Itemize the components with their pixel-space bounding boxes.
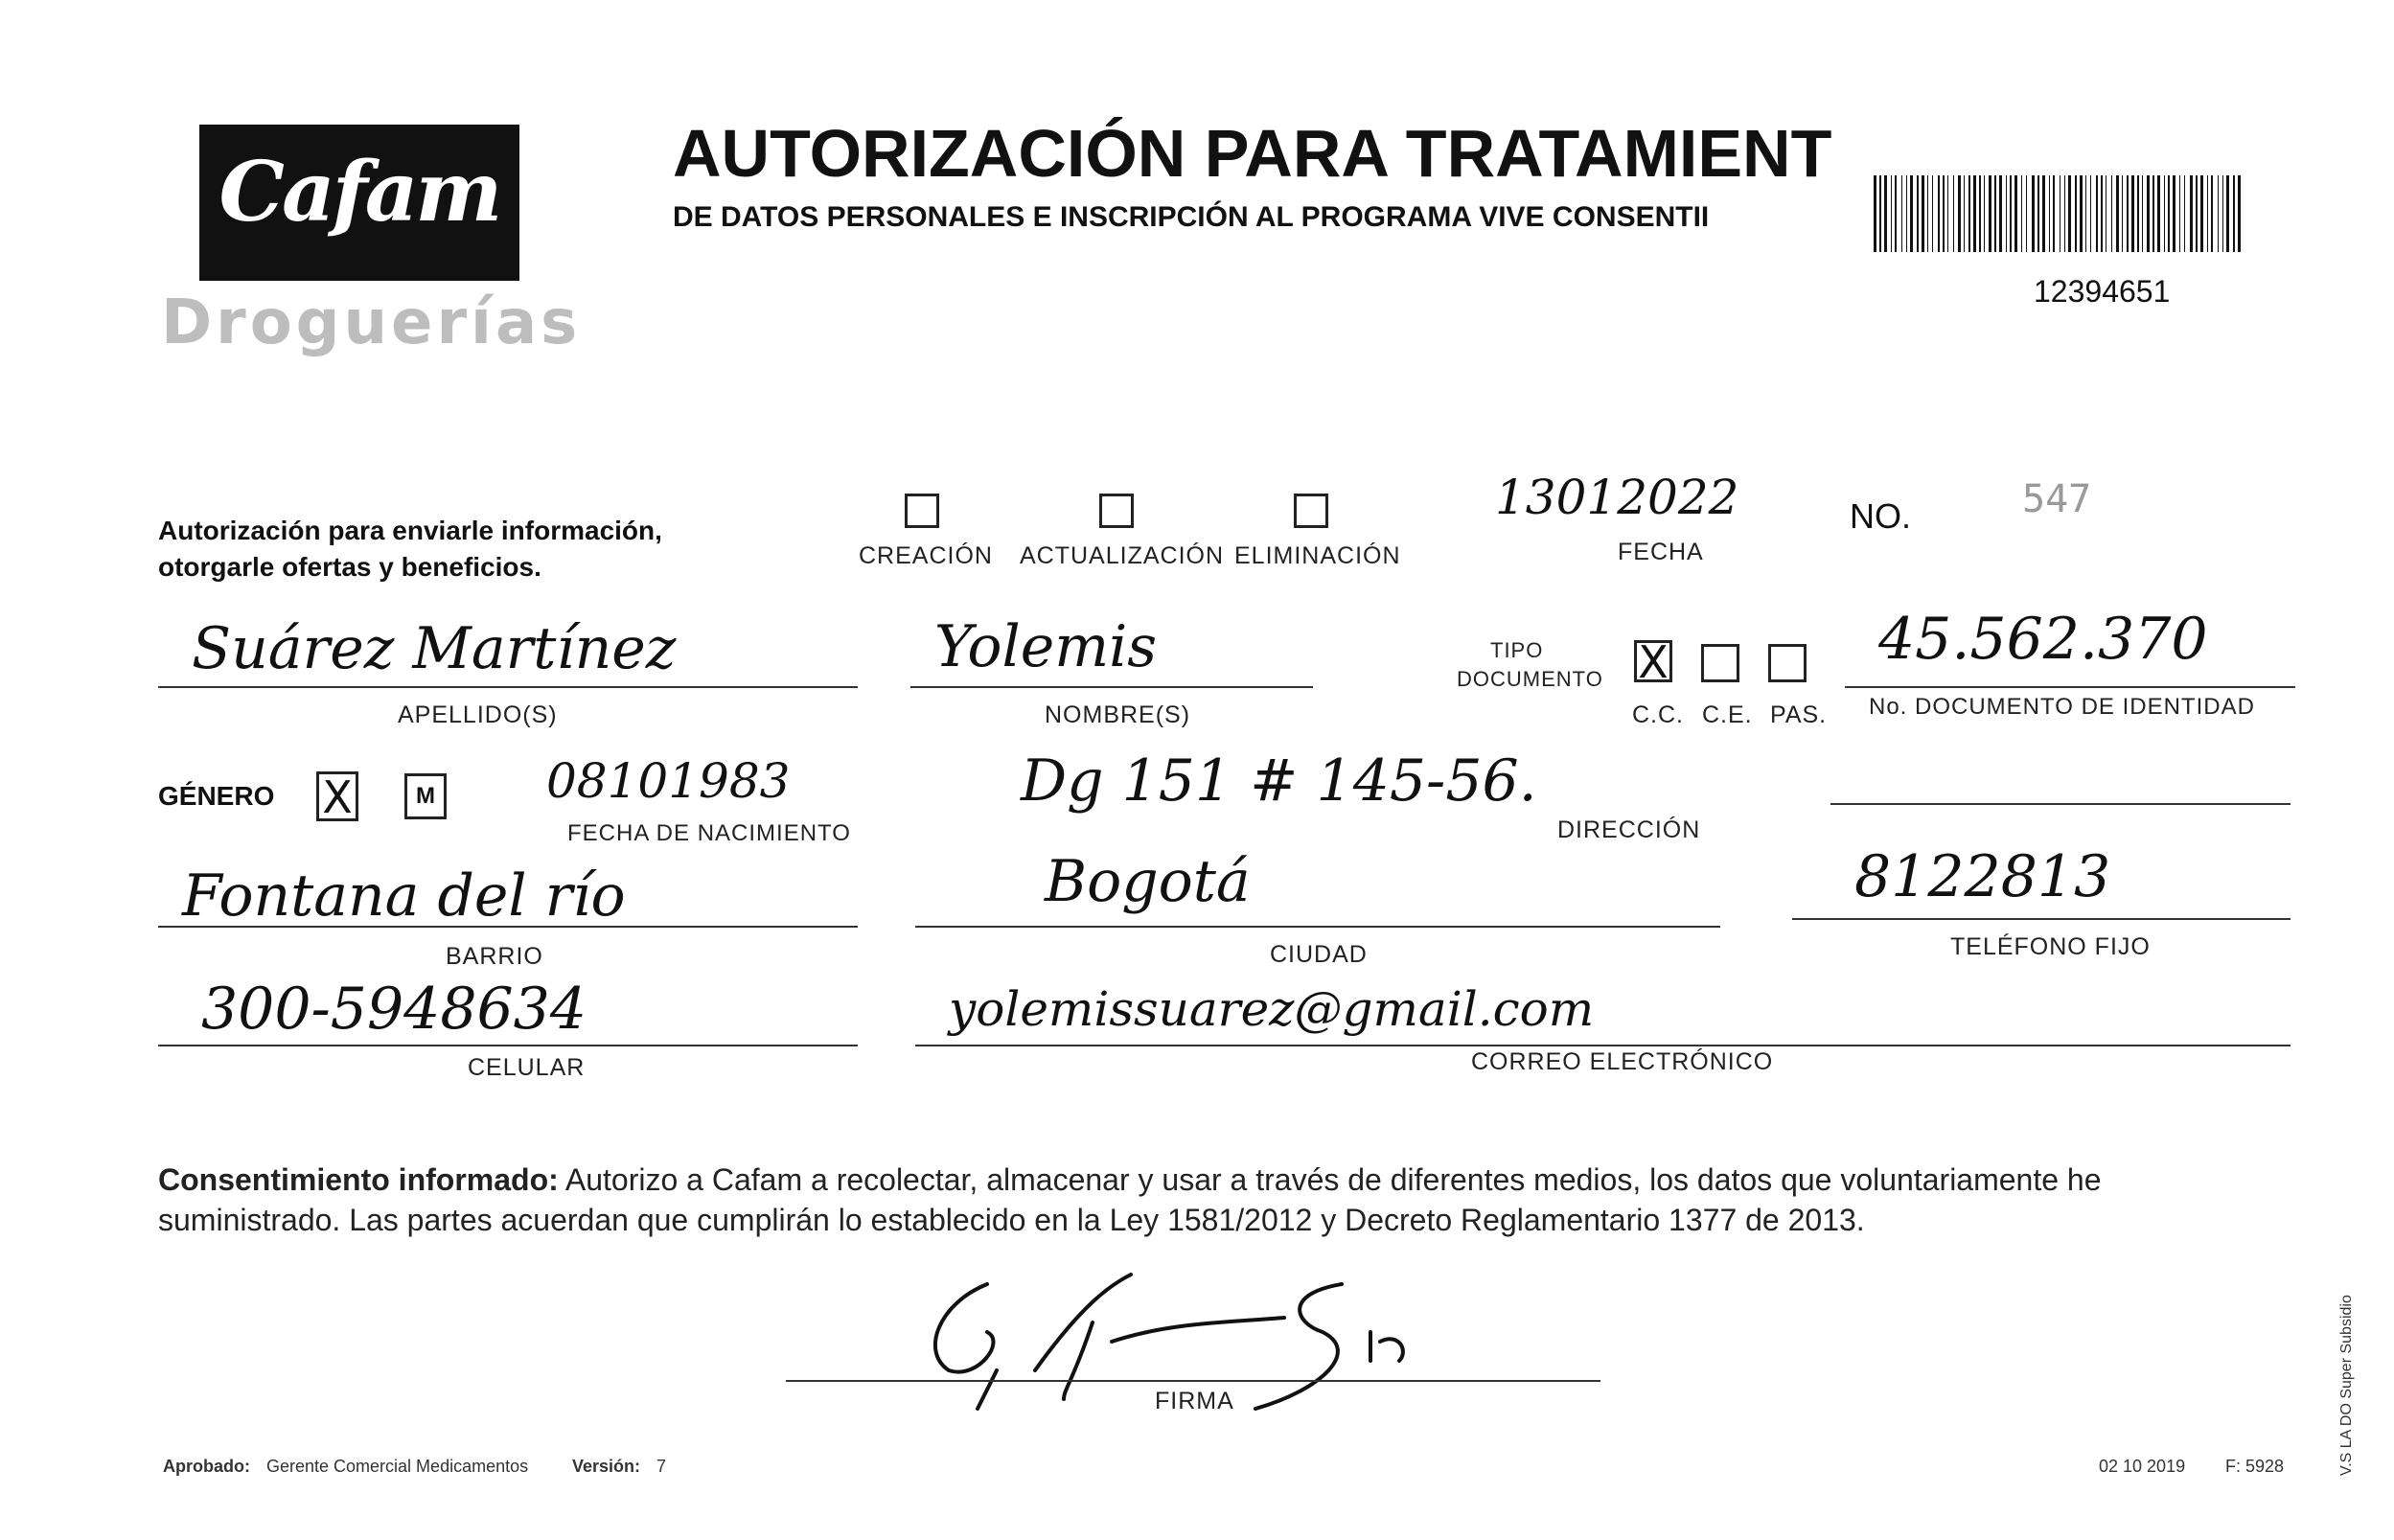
documento-value[interactable]: 45.562.370 [1878, 606, 2208, 673]
telefono-value[interactable]: 8122813 [1854, 843, 2111, 910]
correo-line [915, 1045, 2290, 1046]
actualizacion-checkbox[interactable] [1099, 494, 1134, 528]
consent-text: Autorizo a Cafam a recolectar, almacenar y usar a través de diferentes medios, los datos que voluntariamente he suministrado. Las partes acuerdan que cumplirán lo establecido en la Ley 1581/2012 y Decreto Reglamentario 1377 de 2013. [158, 1162, 2102, 1237]
telefono-line [1792, 918, 2290, 920]
genero-label: GÉNERO [158, 781, 275, 811]
direccion-line [1830, 803, 2290, 805]
nombres-label: NOMBRE(S) [1045, 701, 1191, 728]
direccion-label: DIRECCIÓN [1557, 816, 1701, 843]
cc-checkbox[interactable]: X [1634, 640, 1672, 682]
creacion-label: CREACIÓN [859, 542, 993, 569]
genero-f-checkbox[interactable]: X [316, 771, 358, 821]
ciudad-value[interactable]: Bogotá [1045, 848, 1251, 915]
fecha-label: FECHA [1618, 539, 1704, 565]
authorization-text-1: Autorización para enviarle información, [158, 516, 662, 545]
correo-value[interactable]: yolemissuarez@gmail.com [949, 981, 1595, 1037]
authorization-text-2: otorgarle ofertas y beneficios. [158, 552, 541, 582]
barcode-number: 12394651 [2034, 274, 2171, 309]
eliminacion-label: ELIMINACIÓN [1234, 542, 1401, 569]
barrio-value[interactable]: Fontana del río [182, 862, 626, 930]
apellidos-label: APELLIDO(S) [398, 701, 558, 728]
signature-line [786, 1380, 1600, 1382]
ce-label: C.E. [1702, 701, 1753, 728]
creacion-checkbox[interactable] [905, 494, 939, 528]
tipo-doc-label-2: DOCUMENTO [1457, 667, 1603, 691]
celular-line [158, 1045, 858, 1046]
fecha-nacimiento-label: FECHA DE NACIMIENTO [567, 820, 851, 846]
form-title: AUTORIZACIÓN PARA TRATAMIENT [673, 116, 1832, 191]
nombres-line [910, 686, 1313, 688]
pas-checkbox[interactable] [1768, 644, 1807, 682]
fecha-value[interactable]: 13012022 [1495, 470, 1739, 525]
actualizacion-label: ACTUALIZACIÓN [1020, 542, 1225, 569]
cafam-logo: Cafam [219, 144, 500, 241]
pas-label: PAS. [1770, 701, 1828, 728]
aprobado-value: Gerente Comercial Medicamentos [266, 1457, 529, 1476]
signature-label: FIRMA [1155, 1388, 1234, 1414]
documento-label: No. DOCUMENTO DE IDENTIDAD [1869, 694, 2255, 720]
logo-subtitle: Droguerías [161, 287, 582, 358]
eliminacion-checkbox[interactable] [1294, 494, 1328, 528]
apellidos-line [158, 686, 858, 688]
vertical-print-text: V.S LA DO Super Subsidio [2338, 1295, 2355, 1476]
barrio-line [158, 926, 858, 928]
barrio-label: BARRIO [446, 943, 543, 970]
version-value: 7 [656, 1457, 667, 1476]
genero-m-checkbox[interactable]: M [404, 773, 447, 819]
nombres-value[interactable]: Yolemis [934, 613, 1158, 680]
barcode [1874, 175, 2247, 252]
ciudad-line [915, 926, 1720, 928]
no-value: 547 [2022, 477, 2092, 521]
footer-date: 02 10 2019 [2099, 1457, 2186, 1476]
correo-label: CORREO ELECTRÓNICO [1471, 1048, 1774, 1075]
cc-label: C.C. [1632, 701, 1684, 728]
aprobado-label: Aprobado: [163, 1457, 250, 1476]
form-subtitle: DE DATOS PERSONALES E INSCRIPCIÓN AL PROGRAMA VIVE CONSENTII [673, 201, 1710, 233]
direccion-value[interactable]: Dg 151 # 145-56. [1021, 747, 1537, 815]
telefono-label: TELÉFONO FIJO [1950, 933, 2151, 960]
no-label: NO. [1850, 496, 1912, 536]
consent-title: Consentimiento informado: [158, 1162, 559, 1197]
apellidos-value[interactable]: Suárez Martínez [192, 615, 677, 682]
consent-paragraph [158, 1160, 2276, 1240]
documento-line [1845, 686, 2295, 688]
ciudad-label: CIUDAD [1270, 941, 1368, 968]
celular-value[interactable]: 300-5948634 [201, 976, 587, 1043]
celular-label: CELULAR [468, 1054, 586, 1081]
fecha-nacimiento-value[interactable]: 08101983 [546, 753, 791, 809]
ce-checkbox[interactable] [1701, 644, 1739, 682]
version-label: Versión: [572, 1457, 641, 1476]
tipo-doc-label-1: TIPO [1490, 638, 1544, 662]
form-code: F: 5928 [2225, 1457, 2285, 1476]
